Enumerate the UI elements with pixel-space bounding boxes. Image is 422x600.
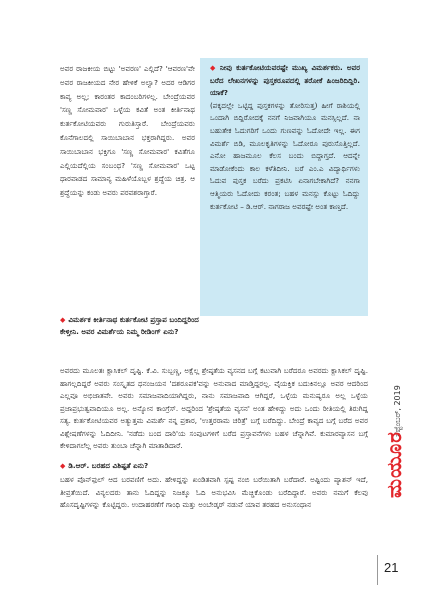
question-mid-text: ವಿಮರ್ಶಕ ಕೀರ್ತಿನಾಥ ಕುರ್ತಕೋಟಿ ಪ್ರಸ್ತಾಪ ಬಂದಿದ್ದರಿಂದ ಕೇಳ್ತೀನಿ. ಅವರ ವಿಮರ್ಶೆಯ ನಿಮ್ಮ ರೀಡಿಂಗ್ ಏನು?	[60, 315, 199, 337]
question-mid	[60, 314, 200, 339]
question-box-question: ◆ ನೀವು ಕುರ್ತಕೋಟಿಯವರಷ್ಟೇ ಮುಖ್ಯ ವಿಮರ್ಶಕರು. ಅವರ ಬರೆದ ಲೇಖನಗಳನ್ನು ಪುಸ್ತಕರೂಪದಲ್ಲಿ ತರೋಕೆ ಹಿಂಜರಿದಿದ್ದಿರಿ. ಯಾಕೆ?	[210, 63, 361, 98]
page-sidebar	[372, 0, 422, 600]
question-box-answer: (ಪಕ್ಕದಲ್ಲೇ ಒಟ್ಟಿದ್ದ ಪುಸ್ತಕಗಳನ್ನು ತೋರಿಸುತ್ತ) ಹೀಗೆ ರಾಶಿಯಲ್ಲಿ ಒಂದಾಗಿ ಬಿದ್ದಿರೋದಕ್ಕೆ ನನಗೆ ನಿಜವಾಗಿಯೂ ಮನಸ್ಸಿಲ್ಲದೆ. ನಾ ಬಹುತೇಕ ಓದುಗರಿಗೆ ಒಂದು ಗುಣವನ್ನು ಓದೋದೇ ಇಲ್ಲ. ಈಗ ವಿಮರ್ಶೆ ಬಿಡಿ, ಮೂಲಕೃತಿಗಳನ್ನು ಓದೋರೂ ಪುರುಸೊತ್ತಿಲ್ಲದೆ. ಎನೋ ಹಾಜಮೂಲ ಕೆಲಸ ಬಂದು ಬಿದ್ದಾಗ್ತದೆ. ಆದನ್ನೇ ಮಾಡೋಕೆಂದು ಕಾಲ ಕಳೆತಿದೀನಿ. ಬರೆ ಎಂ.ಎ ವಿದ್ಯಾರ್ಥಿಗಳು ಓದುವ ಪುಸ್ತಕ ಬರೆದು ಪ್ರಕಟಿಸಿ ಏನಾಗಬೇಕಾಗಿದೆ? ನನಗಾ ಆತ್ಮಿಯರು ಓದೋದು ಕರಂತ; ಬಹಳ ಮನಸ್ಸು ಕೊಟ್ಟು ಓದಿದ್ದು ಕುರ್ತಕೋಟಿ – ಡಿ.ಆರ್. ನಾಗರಾಜ ಅವರಷ್ಟೇ ಅಂತ ಕಾಣ್ತದೆ.	[210, 100, 360, 211]
divider-line	[377, 555, 378, 585]
issue-date: ಸೆಪ್ಟೆಂಬರ್, 2019	[393, 385, 402, 437]
bullet-diamond-icon: ◆	[60, 461, 66, 470]
question-2	[60, 460, 368, 473]
page-number: 21	[384, 560, 399, 575]
question-box	[200, 58, 368, 316]
left-column	[60, 62, 195, 200]
bullet-diamond-icon: ◆	[210, 64, 218, 72]
magazine-logo: ಮಯೂರ	[382, 431, 406, 498]
left-column-paragraph: ಅವರ ರಾಜಕೀಯ ಬಿಟ್ಟು 'ಅವರಣ' ಎಲ್ಲಿದೆ? 'ಆವರಣ'ವೇ ಅವರ ರಾಜಕೀಯದ ನೇರ ಹೇಳಿಕೆ ಅಲ್ವಾ? ಅದರ ಆಡಿಗರ ಕಾವ್ಯ ಅಲ್ಲ; ಕಾರಂತರ ಕಾದಂಬರಿಗಳಲ್ಲ. ಬೇಂದ್ರೆಯವರ 'ಸಣ್ಣ ಸೋಮವಾರ' ಒಳ್ಳೆಯ ಕವಿತೆ ಅಂತ ಕೀರ್ತಿನಾಥ ಕುರ್ತಕೋಟಿಯವರು ಗುರುತಿಸ್ತಾರೆ. ಬೇಂದ್ರೆಯವರು ಕೊನೆಗಾಲದಲ್ಲಿ ಸಾಯಿಬಾಬಾನ ಭಕ್ತರಾಗಿದ್ದರು. ಅವರ ಸಾಯಿಬಾಬಾನ ಭಕ್ತಿಗೂ 'ಸಣ್ಣ ಸೋಮವಾರ' ಕವಿತೆಗೂ ಎಲ್ಲಿಯದೆಲ್ಲಿಯ ಸಂಬಂಧ? 'ಸಣ್ಣ ಸೋಮವಾರ' ಒಟ್ಟ ಧಾರವಾಡದ ಸಾಮಾನ್ಯ ಮಹಿಳೆಯೊಬ್ಬಳ ಶ್ರದ್ಧೆಯ ಚಿತ್ರ. ಆ ಶ್ರದ್ಧೆಯನ್ನು ಕಂಡು ಅವರು ಪರವಶರಾಗ್ತಾರೆ.	[60, 64, 195, 198]
answer-paragraph-2: ಬಹಳ ಪೊನ್‌ಫುಲ್ ಆದ ಬರವಣಿಗೆ ಅದು. ಹೇಳಿದ್ದನ್ನು ಖಂಡಿತವಾಗಿ ಸ್ಪಷ್ಟ ನಂಬಿ ಬರೆಯಿತಾಗಿ ಬರೆದಾರೆ. ಅಷ್ಟಿಂದು ಪ್ಯಾಶನ್ ಇದೆ, ತೀವ್ರತೆಯಿದೆ. ವಿನ್ಯಲದರು ತಾನು ಓದಿದ್ದನ್ನು ನಿಜಕ್ಕೂ ಓದಿ ಅನುಭವಿಸಿ ಮೆಚ್ಚಿಕೊಂಡು ಬರೆದಿದ್ದಾರೆ. ಅವರು ನಮಗೆ ಕೆಲವು ಹೊಸದೃಷ್ಟಿಗಳನ್ನು ಕೊಟ್ಟಿದ್ದರು. ಉದಾಹರಣೆಗೆ ಗಾಂಧಿ ಮತ್ತು ಅಂಬೇಡ್ಕರ್ ನಡುವೆ ಯಾವ ತರಹದ ಅನುಸಂಧಾನ	[60, 475, 368, 509]
answer-paragraph-1: ಅವರದು ಮೂಲತಃ ಕ್ಲಾಸಿಕಲ್ ದೃಷ್ಟಿ. ಕೆ.ವಿ. ಸುಬ್ಬಣ್ಣ, ಅಕ್ಷೆಲ್ಲ ಶ್ರೇಷ್ಠತೆಯ ವ್ಯಸನದ ಬಗ್ಗೆ ಕಟುವಾಗಿ ಬರೆದರೂ ಅವರದು ಕ್ಲಾಸಿಕಲ್ ದೃಷ್ಟಿ. ಹಾಗಲ್ಲದಿದ್ದರೆ ಅವರು ಸಂಸ್ಕೃತದ ಧನಂಜಯನ 'ದಶರೂಪಕ'ವನ್ನು ಅನುವಾದ ಮಾಡ್ತಿದ್ದರಲ್ಲ. ವೈಯಕ್ತಿಕ ಬದುಕಿನಲ್ಲೂ ಅವರ ಆದರಿಂದ ಎಲ್ಲವೂ ಅಭಿಜಾತವೇ. ಅವರು ಸಮಾಜವಾದಿಯಾಗಿದ್ದರು, ನಾನು ಸಮಾಜವಾದಿ ಆಗಿದ್ದರೆ, ಒಳ್ಳೆಯ ಮನುಷ್ಯರೂ ಅಲ್ಲ ಒಳ್ಳೆಯ ಪ್ರಜಾಪ್ರಭುತ್ವವಾದಿಯೂ ಅಲ್ಲ. ಅನ್ಯೋನ ಕಾಂಗ್ರೆಸ್. ಅದ್ದರಿಂದ 'ಶ್ರೇಷ್ಠತೆಯ ವ್ಯಸನ' ಅಂತ ಹೇಳಿದ್ದು ಅದು ಒಂದು ರೀತಿಯಲ್ಲಿ ತಿರುಗಿದ್ದ ಸತ್ಯ. ಕುರ್ತಕೋಟಿಯವರ ಅತ್ಯುತ್ತಮ ವಿಮರ್ಶೆ ನನ್ನ ಪ್ರಕಾರ, 'ಉತ್ತರರಾಮ ಚರಿತ್ರೆ' ಬಗ್ಗೆ ಬರೆದಿದ್ದು. ಬೇಂದ್ರೆ ಕಾವ್ಯದ ಬಗ್ಗೆ ಬರೆದ ಅವರ ವಿಶ್ಲೇಷಣೆಗಳನ್ನು ಓದಿದೀನಿ. 'ನಡೆದು ಬಂದ ದಾರಿ'ಯ ಸಂಪುಟಗಳಿಗೆ ಬರೆದ ಪ್ರಸ್ತಾವನೆಗಳು ಬಹಳ ಚೆನ್ನಾಗಿವೆ. ಕುಮಾರವ್ಯಾಸನ ಬಗ್ಗೆ ಕೇಳಿದಾಗಲೆಲ್ಲ ಅವರು ತುಂಬಾ ಚೆನ್ನಾಗಿ ಮಾತಾಡಿದಾರೆ.	[60, 366, 368, 450]
question-2-text: ಡಿ.ಆರ್. ಬರಹದ ವಿಶಿಷ್ಟತೆ ಏನು?	[68, 460, 149, 470]
bullet-diamond-icon: ◆	[60, 316, 66, 324]
full-width-section	[60, 365, 368, 512]
